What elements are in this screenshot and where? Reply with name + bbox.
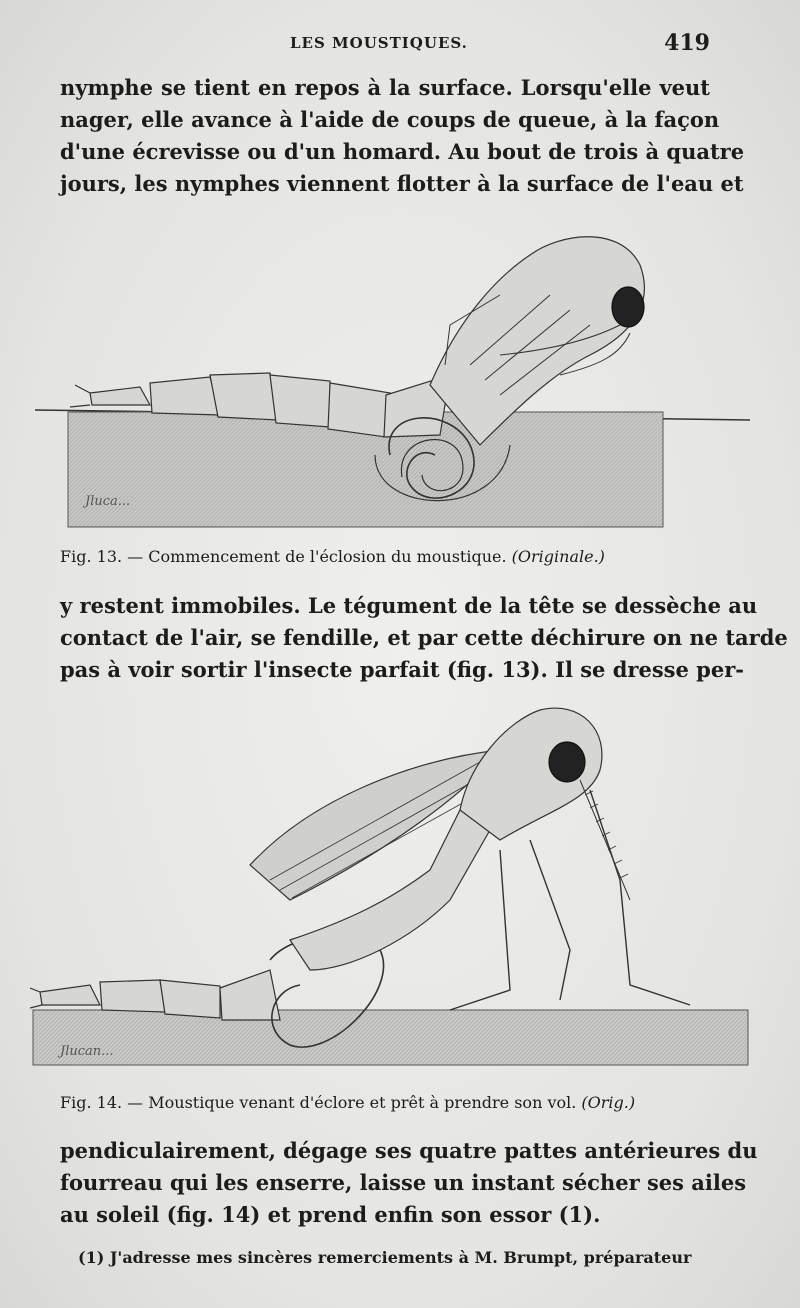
paragraph-1	[60, 72, 745, 200]
text-line: nager, elle avance à l'aide de coups de queue, à la façon	[60, 107, 720, 132]
caption-label: Fig. 14. — Moustique venant d'éclore et prêt à prendre son vol.	[60, 1093, 577, 1112]
text-line: jours, les nymphes viennent flotter à la surface de l'eau et	[60, 171, 744, 196]
paragraph-2	[60, 590, 788, 686]
mosquito-drawing	[30, 708, 690, 1047]
text-line: nymphe se tient en repos à la surface. Lorsqu'elle veut	[60, 75, 710, 100]
caption-source: (Originale.)	[511, 547, 605, 566]
page-number: 419	[664, 30, 710, 56]
text-line: au soleil (fig. 14) et prend enfin son essor (1).	[60, 1202, 601, 1227]
figure-14-illustration	[30, 700, 770, 1070]
footnote: (1) J'adresse mes sincères remerciements à M. Brumpt, préparateur	[78, 1248, 692, 1267]
water-block	[33, 1010, 748, 1065]
caption-label: Fig. 13. — Commencement de l'éclosion du moustique.	[60, 547, 507, 566]
figure-14	[30, 700, 770, 1070]
text-line: pas à voir sortir l'insecte parfait (fig. 13). Il se dresse per-	[60, 657, 744, 682]
artist-signature: Jlucan...	[60, 1044, 114, 1059]
paragraph-3	[60, 1135, 758, 1231]
text-line: y restent immobiles. Le tégument de la tête se dessèche au	[60, 593, 758, 618]
artist-signature: Jluca...	[85, 494, 131, 509]
text-line: pendiculairement, dégage ses quatre pattes antérieures du	[60, 1138, 758, 1163]
figure-13	[30, 215, 770, 535]
figure-13-illustration	[30, 215, 770, 535]
figure-13-caption	[60, 547, 720, 566]
text-line: fourreau qui les enserre, laisse un instant sécher ses ailes	[60, 1170, 747, 1195]
running-head	[60, 30, 710, 60]
text-line: d'une écrevisse ou d'un homard. Au bout de trois à quatre	[60, 139, 745, 164]
figure-14-caption	[60, 1093, 720, 1112]
caption-source: (Orig.)	[581, 1093, 636, 1112]
running-head-title: LES MOUSTIQUES.	[290, 34, 468, 52]
text-line: contact de l'air, se fendille, et par cette déchirure on ne tarde	[60, 625, 788, 650]
